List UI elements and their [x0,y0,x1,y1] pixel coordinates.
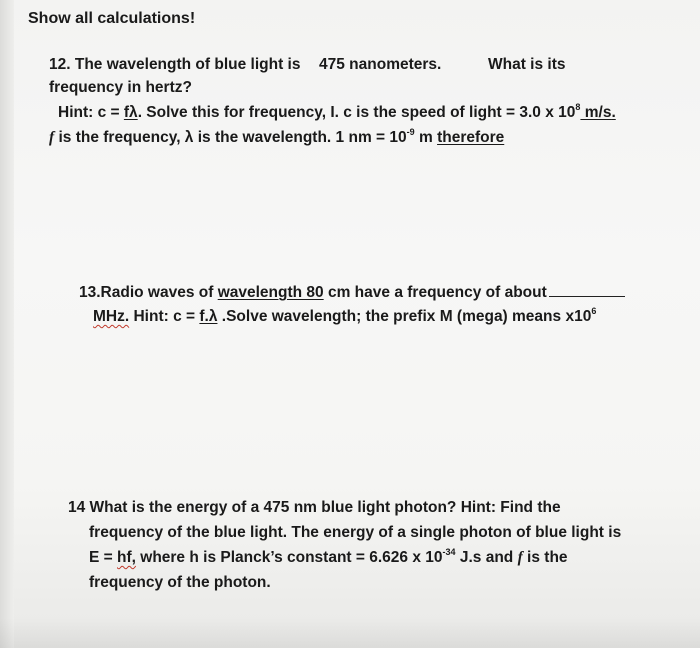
q13-hint-text: .Solve wavelength; the prefix M (mega) means x10 [217,308,592,325]
q13-mhz: MHz. [93,308,130,325]
q13-hint-formula: f.λ [199,308,218,325]
q12-line4-exponent: -9 [406,126,415,137]
q14-line2: frequency of the blue light. The energy of a single photon of blue light is [89,524,622,541]
q12-hint-exponent: 8 [575,101,581,112]
q14-planck-exponent: -34 [442,546,456,557]
q12-line4 [49,128,504,148]
q14-hf: hf, [117,549,136,566]
q13-line1-start: 13.Radio waves of [79,284,218,301]
q12-hint-mid: . Solve this for frequency, I. c is the speed of light = 3.0 x 10 [137,104,576,121]
q12-hint-formula: fλ [123,104,138,121]
q13-hint-exponent: 6 [591,305,597,316]
q14-line1: 14 What is the energy of a 475 nm blue light photon? Hint: Find the [68,499,561,516]
q12-f-symbol: f [49,129,55,146]
q12-wavelength-value: 475 nanometers. [319,56,442,73]
q12-line4-text: is the frequency, λ is the wavelength. 1 nm = 10 [54,129,407,146]
q14-line3 [89,548,568,568]
q13-hint-prefix: Hint: c = [129,308,200,325]
bottom-shadow [0,618,700,648]
q14-e-equals: E = [89,549,118,566]
q13-line1-end: cm have a frequency of about [323,284,547,301]
q12-question-end: What is its [488,56,566,73]
q12-line2: frequency in hertz? [49,79,192,96]
q12-therefore: therefore [437,129,505,146]
q13-line2 [93,307,596,327]
q14-is-the: is the [522,549,568,566]
q13-wavelength-underlined: wavelength 80 [217,284,324,301]
q13-answer-blank[interactable] [549,282,625,297]
q12-hint [58,103,616,123]
q12-line4-m: m [414,129,438,146]
q14-line4: frequency of the photon. [89,574,271,591]
q14-f-symbol: f [517,549,523,566]
q12-line1 [49,55,300,75]
q12-hint-prefix: Hint: c = [58,104,124,121]
q14-planck-text: where h is Planck’s constant = 6.626 x 10 [135,549,443,566]
page-edge-shadow [0,0,14,648]
q12-question-text: 12. The wavelength of blue light is [49,56,301,73]
q12-hint-unit: m/s [580,104,612,121]
q12-hint-dot: . [611,104,616,121]
q13-line1 [79,282,625,303]
page-header: Show all calculations! [28,10,196,27]
q14-units: J.s and [455,549,518,566]
